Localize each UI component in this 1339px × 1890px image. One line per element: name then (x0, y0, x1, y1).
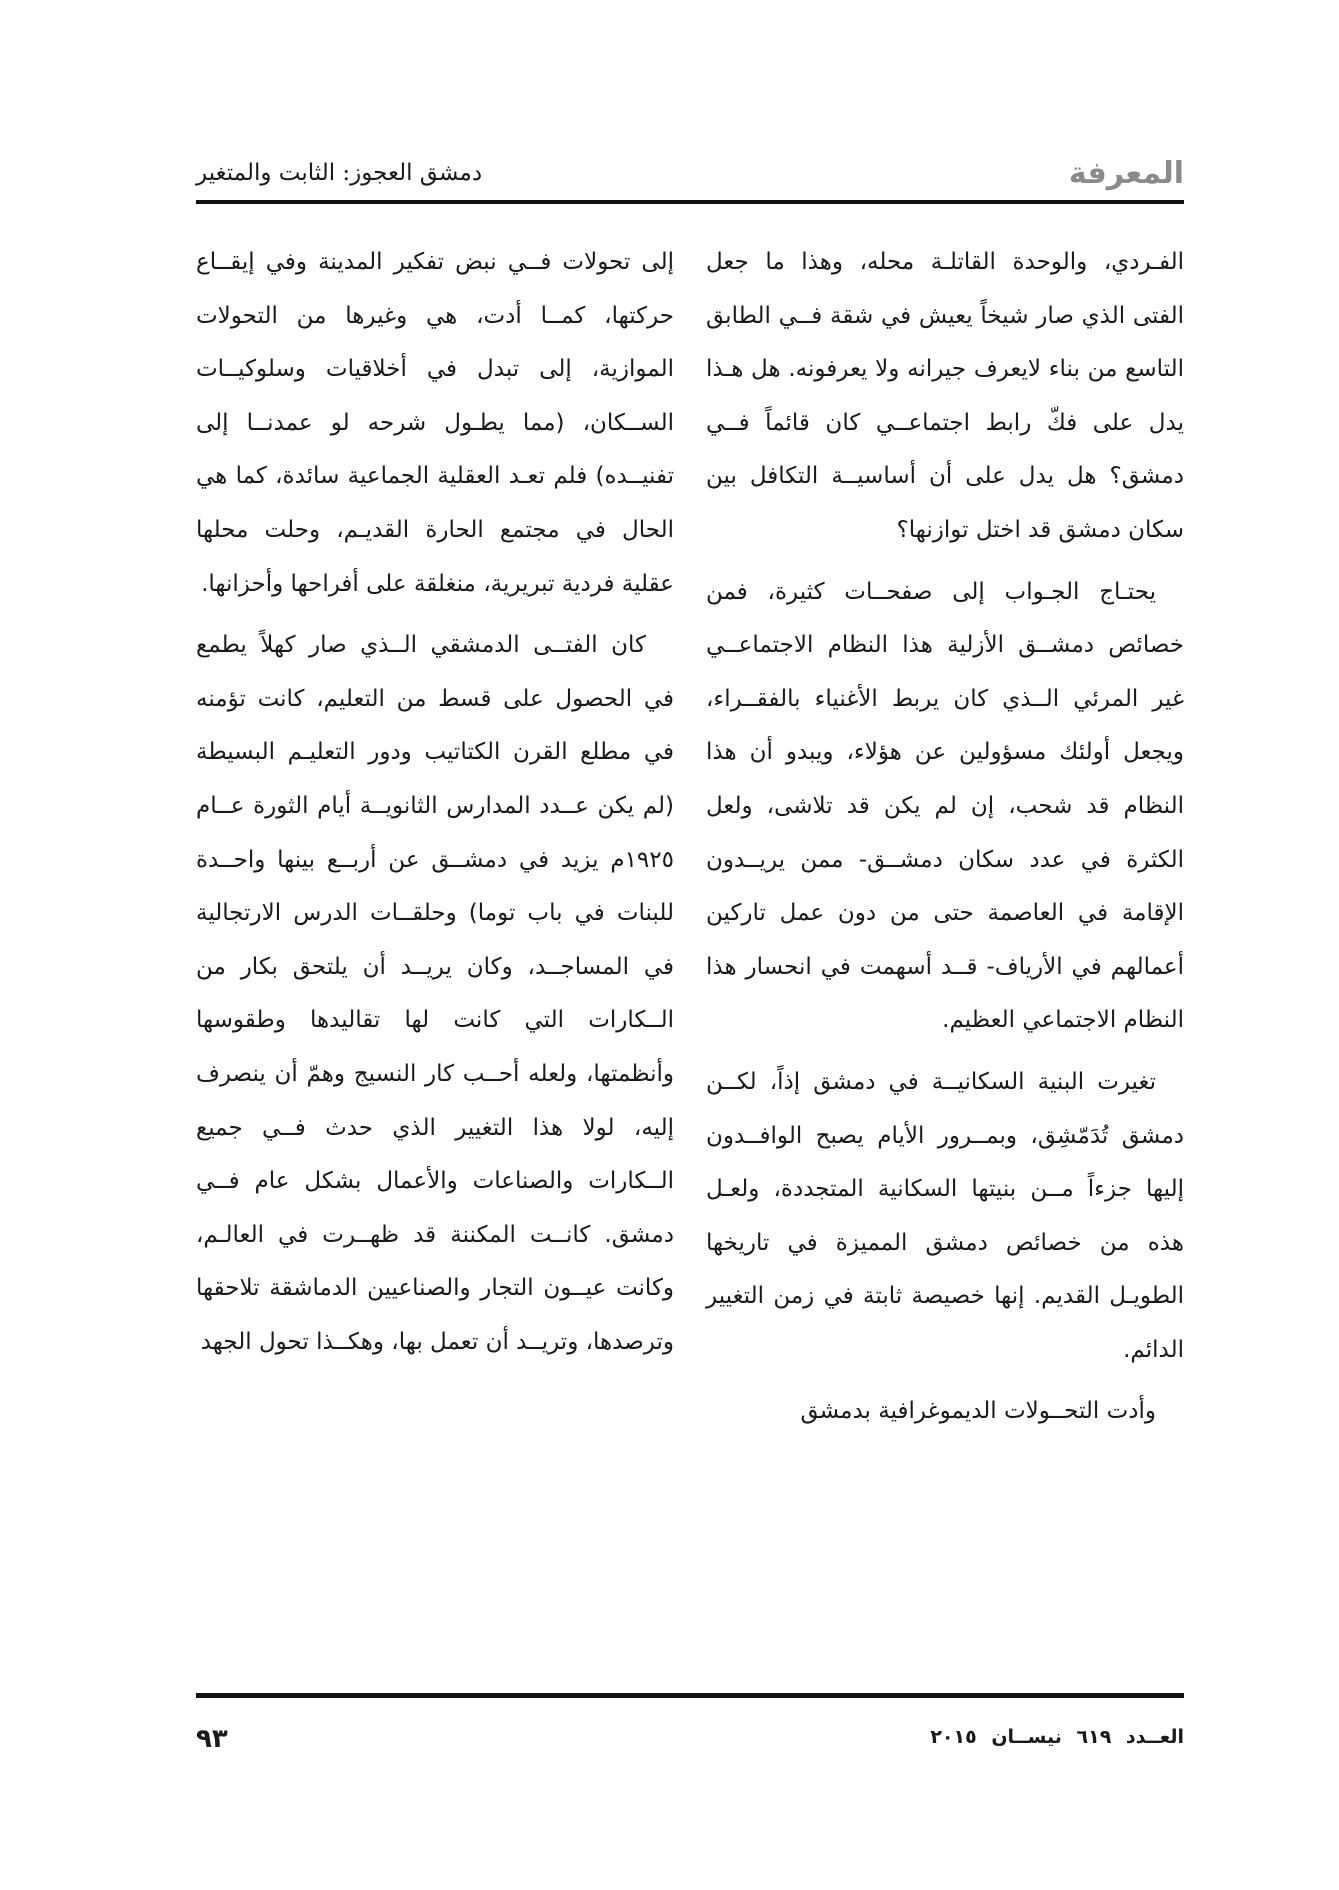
right-column (706, 236, 1184, 1439)
page-number: ٩٣ (196, 1724, 228, 1754)
running-title: دمشق العجوز: الثابت والمتغير (196, 160, 483, 186)
magazine-logo: المعرفة (1068, 156, 1184, 191)
paragraph: وأدت التحــولات الديموغرافية بدمشق (800, 1398, 1156, 1425)
paragraph: الفـردي، والوحدة القاتلـة محله، وهذا ما جعل الفتى الذي صار شيخاً يعيش في شقة فــي الطابق التاسع من بناء لايعرف جيرانه ولا يعرفونه. هل هـذا يدل على فكّ رابط اجتماعــي كان قائماً فــي دمشق؟ هل يدل على أن أساسيــة التكافل بين سكان دمشق قد اختل توازنها؟ (706, 249, 1184, 543)
page-header (196, 150, 1184, 200)
left-column (196, 236, 674, 1369)
paragraph: تغيرت البنية السكانيــة في دمشق إذاً، لكــن دمشق تُدَمّشِق، وبمــرور الأيام يصبح الوافــدون إليها جزءاً مــن بنيتها السكانية المتجددة، ولعـل هذه من خصائص دمشق المميزة في تاريخها الطويـل القديم. إنها خصيصة ثابتة في زمن التغيير الدائم. (706, 1068, 1184, 1363)
issue-info: العــدد ٦١٩ نيســان ٢٠١٥ (930, 1726, 1184, 1748)
paragraph: يحتـاج الجـواب إلى صفحــات كثيرة، فمن خصائص دمشــق الأزلية هذا النظام الاجتماعــي غير المرئي الــذي كان يربط الأغنياء بالفقــراء، ويجعل أولئك مسؤولين عن هؤلاء، ويبدو أن هذا النظام قد شحب، إن لم يكن قد تلاشى، ولعل الكثرة في عدد سكان دمشــق- ممن يريــدون الإقامة في العاصمة حتى من دون عمل تاركين أعمالهم في الأرياف- قــد أسهمت في انحسار هذا النظام الاجتماعي العظيم. (706, 578, 1184, 1034)
footer-rule (196, 1693, 1184, 1698)
header-rule (196, 200, 1184, 204)
paragraph: إلى تحولات فــي نبض تفكير المدينة وفي إيقــاع حركتها، كمــا أدت، هي وغيرها من التحولات الموازية، إلى تبدل في أخلاقيات وسلوكيــات الســكان، (مما يطـول شرحه لو عمدنــا إلى تفنيــده) فلم تعـد العقلية الجماعية سائدة، كما هي الحال في مجتمع الحارة القديـم، وحلت محلها عقلية فردية تبريرية، منغلقة على أفراحها وأحزانها. (196, 249, 674, 597)
paragraph: كان الفتــى الدمشقي الــذي صار كهلاً يطمع في الحصول على قسط من التعليم، كانت تؤمنه في مطلع القرن الكتاتيب ودور التعليـم البسيطة (لم يكن عــدد المدارس الثانويــة أيام الثورة عــام ١٩٢٥م يزيد في دمشــق عن أربــع بينها واحــدة للبنات في باب توما) وحلقــات الدرس الارتجالية في المساجــد، وكان يريــد أن يلتحق بكار من الــكارات التي كانت لها تقاليدها وطقوسها وأنظمتها، ولعله أحــب كار النسيج وهمّ أن ينصرف إليه، لولا هذا التغيير الذي حدث فــي جميع الــكارات والصناعات والأعمال بشكل عام فــي دمشق. كانــت المكننة قد ظهــرت في العالـم، وكانت عيــون التجار والصناعيين الدماشقة تلاحقها وترصدها، وتريــد أن تعمل بها، وهكــذا تحول الجهد (196, 632, 674, 1355)
